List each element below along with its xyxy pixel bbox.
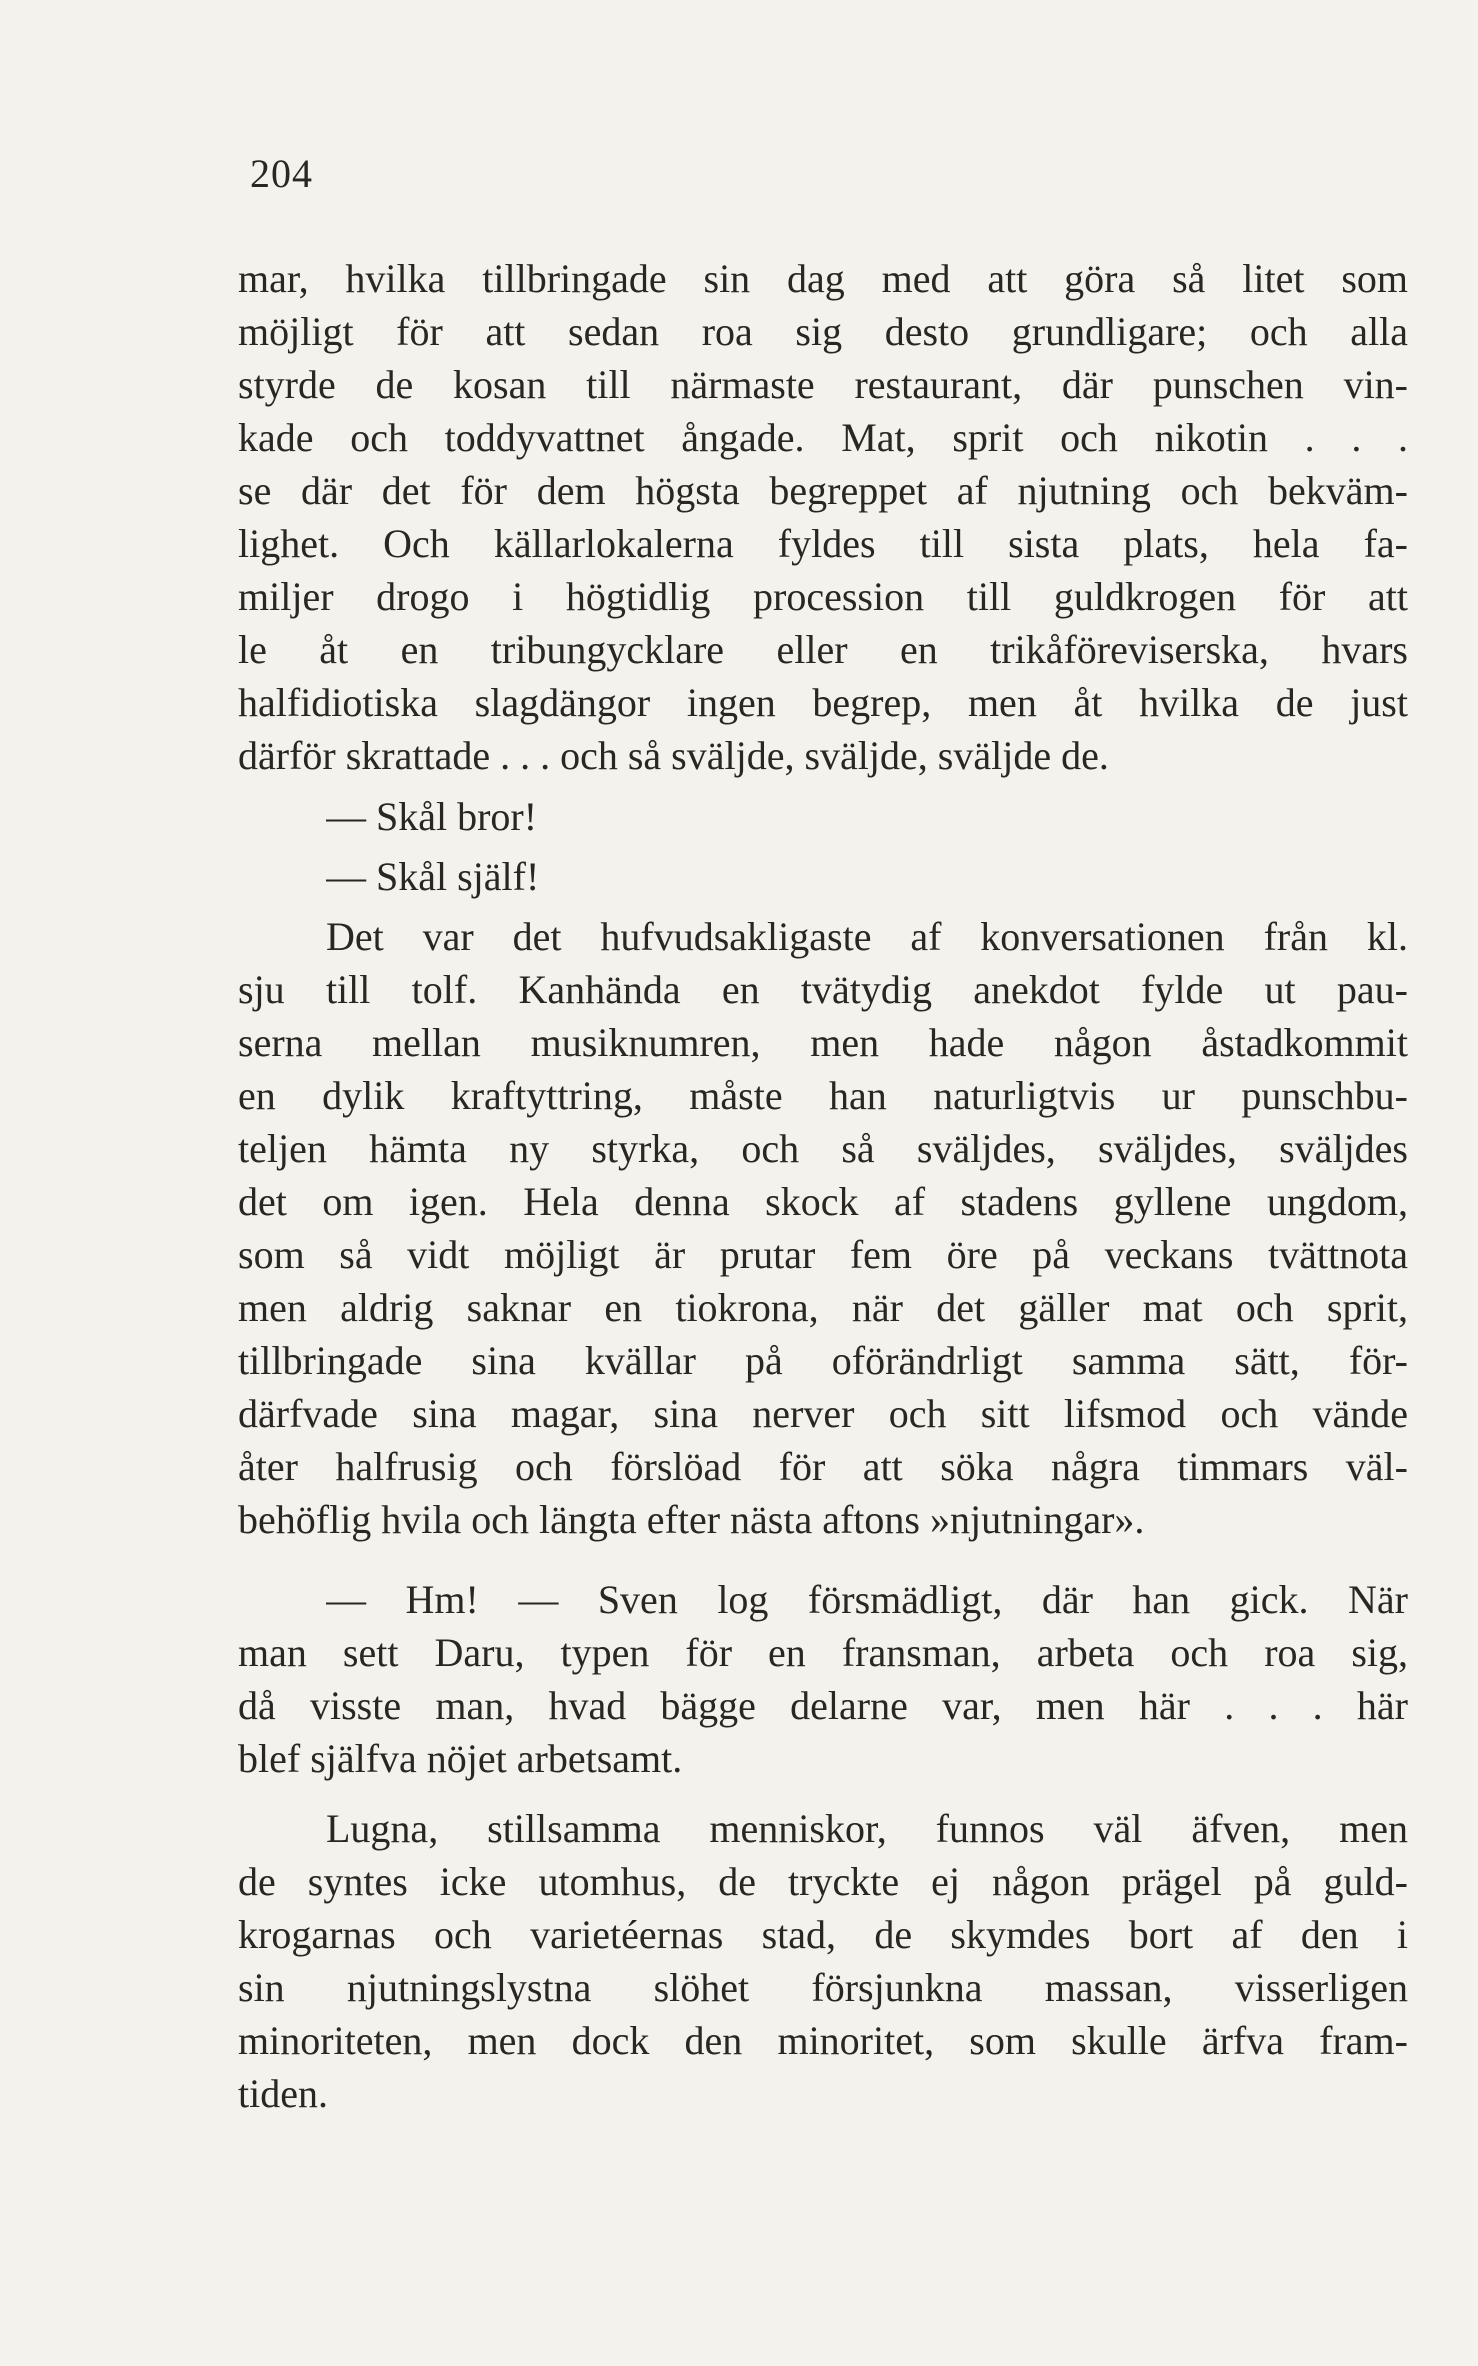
paragraph-start-line: — Hm! — Sven log försmädligt, där han gick. När bbox=[326, 1577, 1408, 1622]
text-line: därfvade sina magar, sina nerver och sitt lifsmod och vände bbox=[238, 1391, 1408, 1436]
text-line: tiden. bbox=[238, 2071, 328, 2116]
text-line: behöflig hvila och längta efter nästa aftons »njutningar». bbox=[238, 1497, 1145, 1542]
text-line: se där det för dem högsta begreppet af njutning och bekväm- bbox=[238, 468, 1408, 513]
text-line: möjligt för att sedan roa sig desto grundligare; och alla bbox=[238, 309, 1408, 354]
page-number: 204 bbox=[250, 151, 313, 196]
text-line: sju till tolf. Kanhända en tvätydig anekdot fylde ut pau- bbox=[238, 967, 1408, 1012]
paragraph-start-line: Det var det hufvudsakligaste af konversationen från kl. bbox=[326, 914, 1408, 959]
text-line: miljer drogo i högtidlig procession till guldkrogen för att bbox=[238, 574, 1408, 619]
text-line: styrde de kosan till närmaste restaurant, där punschen vin- bbox=[238, 362, 1408, 407]
text-line: åter halfrusig och förslöad för att söka några timmars väl- bbox=[238, 1444, 1408, 1489]
text-line: blef själfva nöjet arbetsamt. bbox=[238, 1736, 683, 1781]
paragraph-start-line: Lugna, stillsamma menniskor, funnos väl äfven, men bbox=[326, 1806, 1408, 1851]
text-line: därför skrattade . . . och så svälјde, svälјde, svälјde de. bbox=[238, 733, 1109, 778]
text-line: serna mellan musiknumren, men hade någon åstadkommit bbox=[238, 1020, 1408, 1065]
text-line: le åt en tribungycklare eller en trikåföreviserska, hvars bbox=[238, 627, 1408, 672]
text-line: tillbringade sina kvällar på oförändrligt samma sätt, för- bbox=[238, 1338, 1408, 1383]
text-line: men aldrig saknar en tiokrona, när det gäller mat och sprit, bbox=[238, 1285, 1408, 1330]
text-line: halfidiotiska slagdängor ingen begrep, men åt hvilka de just bbox=[238, 680, 1408, 725]
text-line: då visste man, hvad bägge delarne var, men här . . . här bbox=[238, 1683, 1408, 1728]
text-line: mar, hvilka tillbringade sin dag med att göra så litet som bbox=[238, 256, 1408, 301]
text-line: krogarnas och varietéernas stad, de skymdes bort af den i bbox=[238, 1912, 1408, 1957]
text-line: minoriteten, men dock den minoritet, som skulle ärfva fram- bbox=[238, 2018, 1408, 2063]
text-line: det om igen. Hela denna skock af stadens gyllene ungdom, bbox=[238, 1179, 1408, 1224]
text-line: som så vidt möjligt är prutar fem öre på veckans tvättnota bbox=[238, 1232, 1408, 1277]
text-line: teljen hämta ny styrka, och så sväljdes, sväljdes, sväljdes bbox=[238, 1126, 1408, 1171]
text-line: kade och toddyvattnet ångade. Mat, sprit och nikotin . . . bbox=[238, 415, 1408, 460]
text-line: de syntes icke utomhus, de tryckte ej någon prägel på guld- bbox=[238, 1859, 1408, 1904]
dialogue-line: — Skål själf! bbox=[326, 854, 540, 899]
text-line: lighet. Och källarlokalerna fyldes till sista plats, hela fa- bbox=[238, 521, 1408, 566]
dialogue-line: — Skål bror! bbox=[326, 794, 538, 839]
text-line: en dylik kraftyttring, måste han naturligtvis ur punschbu- bbox=[238, 1073, 1408, 1118]
text-line: sin njutningslystna slöhet försjunkna massan, visserligen bbox=[238, 1965, 1408, 2010]
text-line: man sett Daru, typen för en fransman, arbeta och roa sig, bbox=[238, 1630, 1408, 1675]
